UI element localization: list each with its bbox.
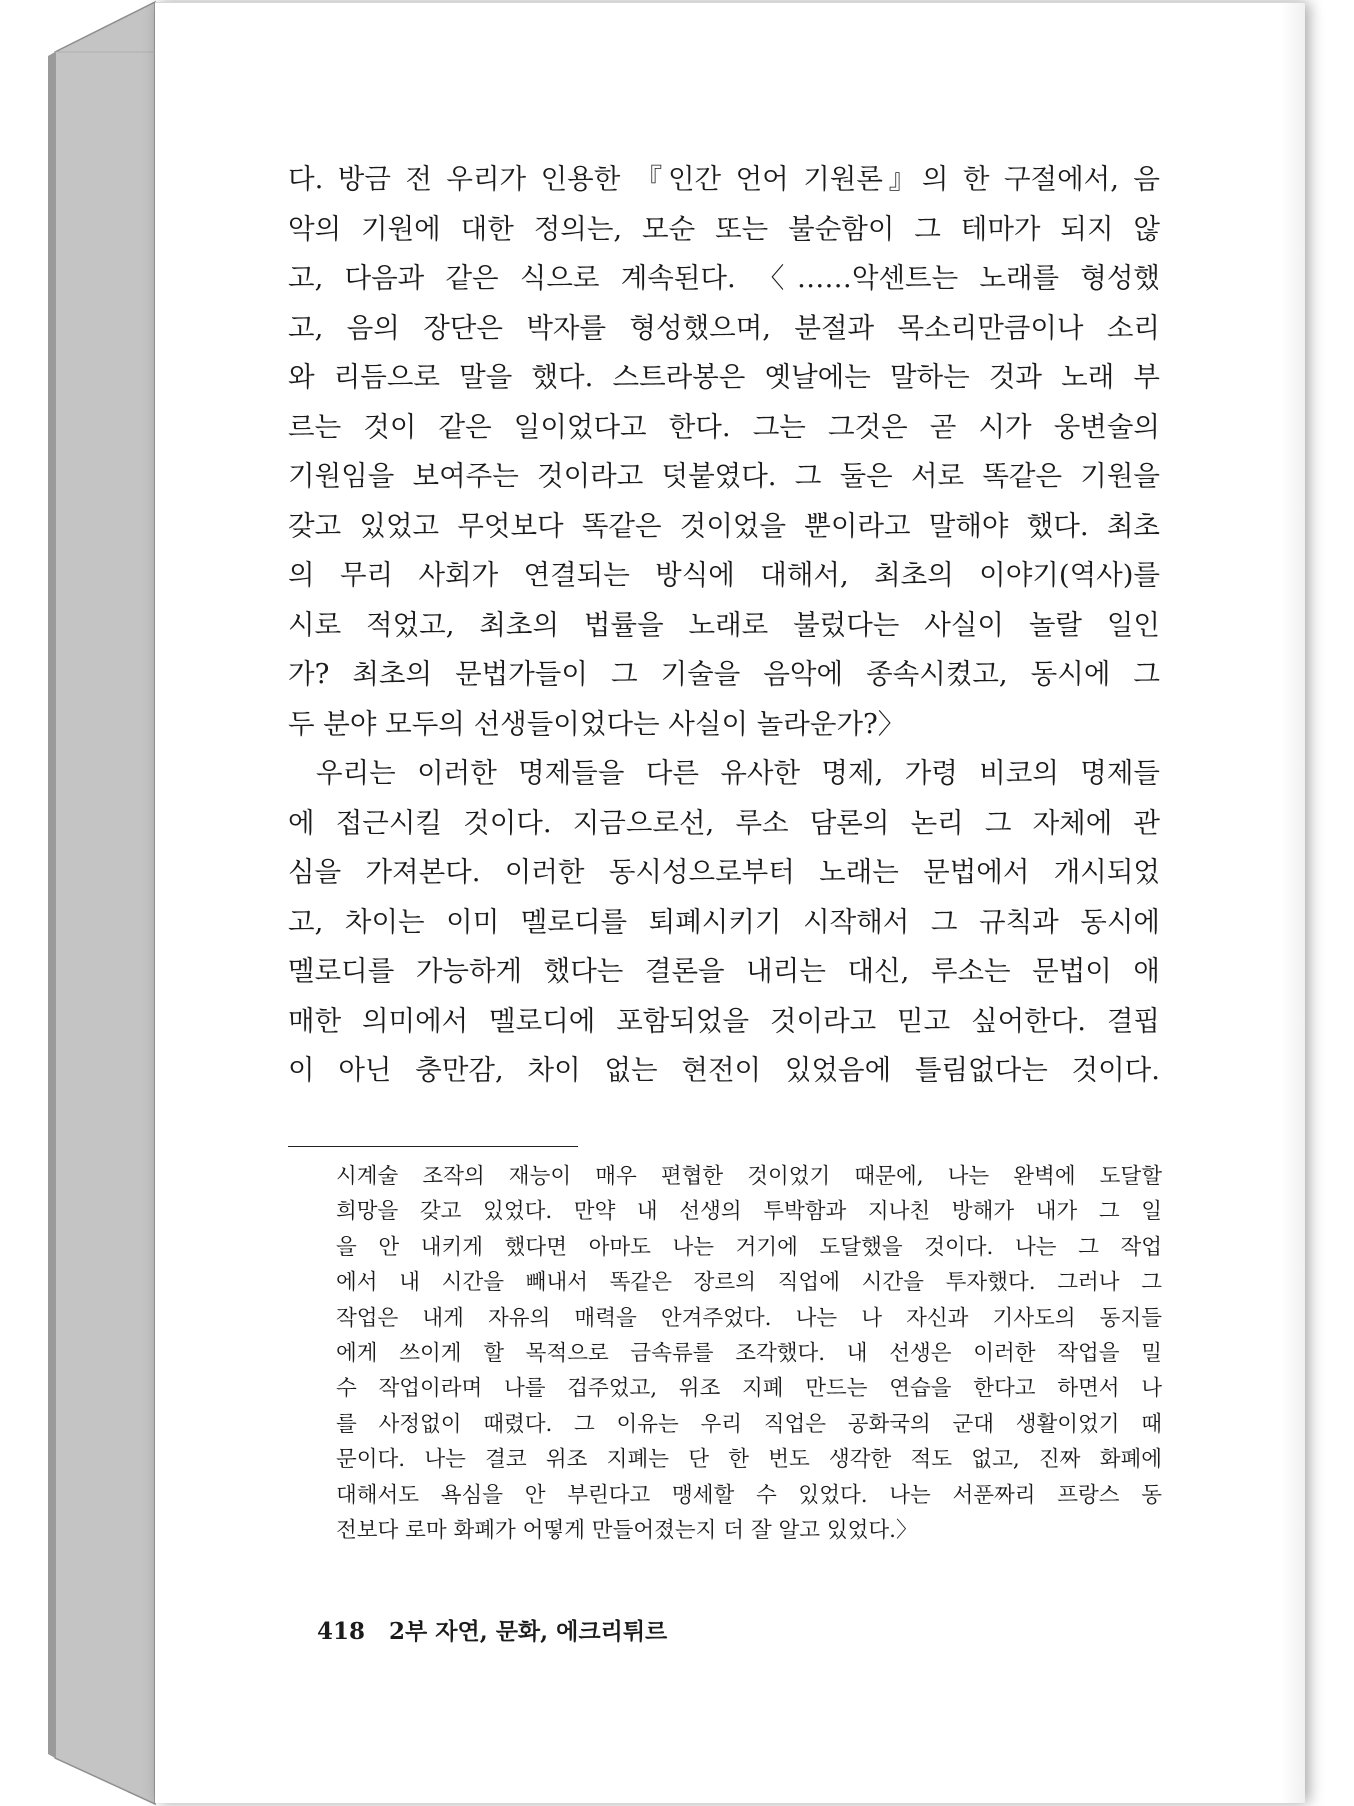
main-text-line: 의 무리 사회가 연결되는 방식에 대해서, 최초의 이야기(역사)를	[288, 559, 1160, 591]
footnote-line: 에서 내 시간을 빼내서 똑같은 장르의 직업에 시간을 투자했다. 그러나 그	[336, 1270, 1162, 1296]
main-text-line: 고, 음의 장단은 박자를 형성했으며, 분절과 목소리만큼이나 소리	[288, 311, 1160, 344]
main-text-line: 가? 최초의 문법가들이 그 기술을 음악에 종속시켰고, 동시에 그	[288, 658, 1160, 690]
main-text-line: 시로 적었고, 최초의 법률을 노래로 불렀다는 사실이 놀랄 일인	[288, 608, 1160, 641]
main-text-line: 르는 것이 같은 일이었다고 한다. 그는 그것은 곧 시가 웅변술의	[288, 410, 1160, 443]
main-text-line: 멜로디를 가능하게 했다는 결론을 내리는 대신, 루소는 문법이 애	[288, 955, 1160, 987]
main-text	[288, 158, 1160, 1099]
page-edge-shadow	[1281, 3, 1305, 1803]
main-text-line: 악의 기원에 대한 정의는, 모순 또는 불순함이 그 테마가 되지 않	[288, 212, 1160, 245]
main-text-line: 고, 다음과 같은 식으로 계속된다. 〈……악센트는 노래를 형성했	[288, 262, 1160, 294]
book-page	[155, 2, 1305, 1803]
main-text-line: 갖고 있었고 무엇보다 똑같은 것이었을 뿐이라고 말해야 했다. 최초	[288, 509, 1160, 542]
main-text-line: 심을 가져본다. 이러한 동시성으로부터 노래는 문법에서 개시되었	[288, 856, 1160, 888]
footnote-line: 대해서도 욕심을 안 부린다고 맹세할 수 있었다. 나는 서푼짜리 프랑스 동	[336, 1482, 1162, 1508]
page-number: 418	[317, 1618, 366, 1645]
footnote	[336, 1160, 1162, 1549]
footnote-line: 희망을 갖고 있었다. 만약 내 선생의 투박함과 지나친 방해가 내가 그 일	[336, 1199, 1162, 1225]
main-text-line: 고, 차이는 이미 멜로디를 퇴폐시키기 시작해서 그 규칙과 동시에	[288, 905, 1160, 938]
footnote-line: 수 작업이라며 나를 겁주었고, 위조 지폐 만드는 연습을 한다고 하면서 나	[336, 1376, 1162, 1402]
main-text-line: 에 접근시킬 것이다. 지금으로선, 루소 담론의 논리 그 자체에 관	[288, 806, 1160, 839]
main-text-line: 이 아닌 충만감, 차이 없는 현전이 있었음에 틀림없다는 것이다.	[288, 1054, 1160, 1086]
main-text-line: 다. 방금 전 우리가 인용한 『인간 언어 기원론』의 한 구절에서, 음	[288, 163, 1160, 195]
main-text-line: 와 리듬으로 말을 했다. 스트라봉은 옛날에는 말하는 것과 노래 부	[288, 361, 1160, 393]
footnote-line: 작업은 내게 자유의 매력을 안겨주었다. 나는 나 자신과 기사도의 동지들	[336, 1305, 1162, 1331]
page-folio	[317, 1613, 667, 1646]
main-text-line: 두 분야 모두의 선생들이었다는 사실이 놀라운가?〉	[288, 707, 906, 740]
footnote-rule	[288, 1146, 578, 1147]
footnote-line: 에게 쓰이게 할 목적으로 금속류를 조각했다. 내 선생은 이러한 작업을 밀	[336, 1340, 1162, 1366]
footnote-line: 를 사정없이 때렸다. 그 이유는 우리 직업은 공화국의 군대 생활이었기 때	[336, 1411, 1162, 1437]
footnote-line: 시계술 조작의 재능이 매우 편협한 것이었기 때문에, 나는 완벽에 도달할	[336, 1164, 1162, 1189]
main-text-line: 기원임을 보여주는 것이라고 덧붙였다. 그 둘은 서로 똑같은 기원을	[288, 460, 1160, 492]
running-head: 2부 자연, 문화, 에크리튀르	[389, 1618, 668, 1645]
main-text-line: 우리는 이러한 명제들을 다른 유사한 명제, 가령 비코의 명제들	[316, 757, 1160, 789]
footnote-line: 문이다. 나는 결코 위조 지폐는 단 한 번도 생각한 적도 없고, 진짜 화폐에	[336, 1447, 1162, 1473]
main-text-line: 매한 의미에서 멜로디에 포함되었을 것이라고 믿고 싶어한다. 결핍	[288, 1004, 1160, 1037]
footnote-line: 을 안 내키게 했다면 아마도 나는 거기에 도달했을 것이다. 나는 그 작업	[336, 1234, 1162, 1260]
footnote-line: 전보다 로마 화폐가 어떻게 만들어졌는지 더 잘 알고 있었다.〉	[336, 1517, 918, 1543]
